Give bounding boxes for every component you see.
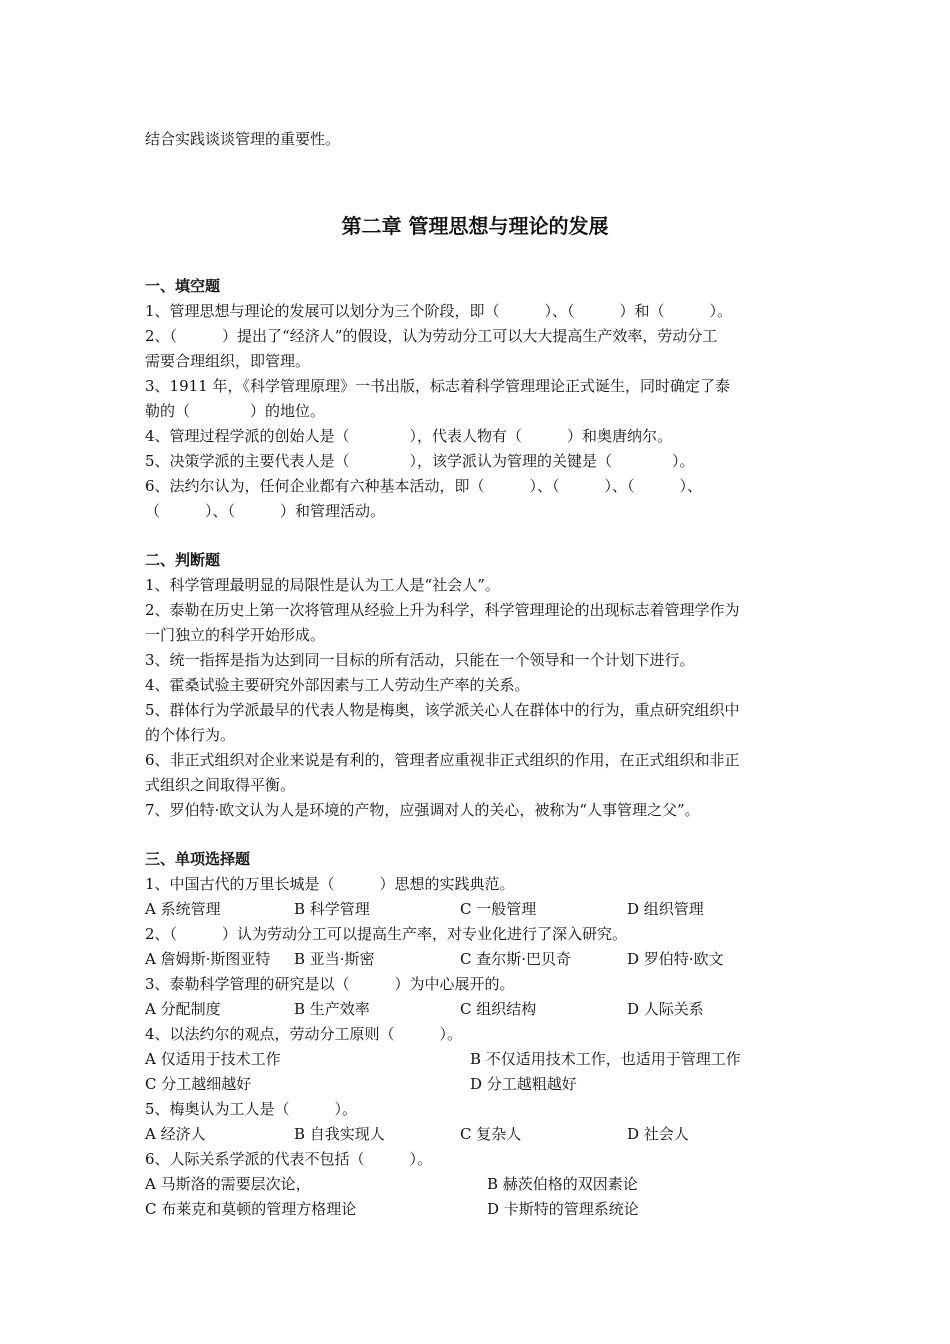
fill-blank-line: 6、法约尔认为，任何企业都有六种基本活动，即（ ）、（ ）、（ ）、 xyxy=(145,477,703,495)
option-b: B 亚当·斯密 xyxy=(294,950,375,968)
option-a: A 分配制度 xyxy=(145,1000,221,1018)
true-false-line: 一门独立的科学开始形成。 xyxy=(145,626,326,644)
true-false-heading: 二、判断题 xyxy=(145,551,221,569)
option-d: D 人际关系 xyxy=(627,1000,704,1018)
option-b: B 生产效率 xyxy=(294,1000,370,1018)
fill-blank-line: 2、（ ）提出了“经济人”的假设，认为劳动分工可以大大提高生产效率，劳动分工 xyxy=(145,327,718,345)
option-a: A 马斯洛的需要层次论， xyxy=(145,1175,311,1193)
true-false-line: 5、群体行为学派最早的代表人物是梅奥，该学派关心人在群体中的行为，重点研究组织中 xyxy=(145,701,740,719)
option-c: C 组织结构 xyxy=(460,1000,537,1018)
option-d: D 罗伯特·欧文 xyxy=(627,950,724,968)
true-false-line: 的个体行为。 xyxy=(145,726,236,744)
option-d: D 组织管理 xyxy=(627,900,704,918)
option-c: C 分工越细越好 xyxy=(145,1075,252,1093)
fill-blank-heading: 一、填空题 xyxy=(145,277,221,295)
option-a: A 经济人 xyxy=(145,1125,206,1143)
option-a: A 系统管理 xyxy=(145,900,221,918)
true-false-line: 式组织之间取得平衡。 xyxy=(145,776,296,794)
question-text: 6、人际关系学派的代表不包括（ ）。 xyxy=(145,1150,433,1168)
question-options xyxy=(145,1197,815,1222)
question-options xyxy=(145,897,815,922)
question-options xyxy=(145,1072,815,1097)
true-false-line: 6、非正式组织对企业来说是有利的，管理者应重视非正式组织的作用，在正式组织和非正 xyxy=(145,751,740,769)
fill-blank-line: 5、决策学派的主要代表人是（ ），该学派认为管理的关键是（ ）。 xyxy=(145,452,695,470)
fill-blank-line: 勒的（ ）的地位。 xyxy=(145,402,326,420)
option-d: D 分工越粗越好 xyxy=(470,1075,577,1093)
option-c: C 一般管理 xyxy=(460,900,537,918)
option-d: D 社会人 xyxy=(627,1125,689,1143)
fill-blank-line: 1、管理思想与理论的发展可以划分为三个阶段，即（ ）、（ ）和（ ）。 xyxy=(145,302,733,320)
question-options xyxy=(145,1122,815,1147)
question-options xyxy=(145,1172,815,1197)
question-text: 2、（ ）认为劳动分工可以提高生产率，对专业化进行了深入研究。 xyxy=(145,925,628,943)
question-text: 5、梅奥认为工人是（ ）。 xyxy=(145,1100,358,1118)
true-false-line: 2、泰勒在历史上第一次将管理从经验上升为科学，科学管理理论的出现标志着管理学作为 xyxy=(145,601,740,619)
option-b: B 赫茨伯格的双因素论 xyxy=(487,1175,638,1193)
intro-line: 结合实践谈谈管理的重要性。 xyxy=(145,130,341,148)
fill-blank-section xyxy=(145,274,815,524)
question-text: 4、以法约尔的观点，劳动分工原则（ ）。 xyxy=(145,1025,463,1043)
fill-blank-line: 4、管理过程学派的创始人是（ ），代表人物有（ ）和奥唐纳尔。 xyxy=(145,427,673,445)
true-false-line: 7、罗伯特·欧文认为人是环境的产物，应强调对人的关心，被称为“人事管理之父”。 xyxy=(145,801,700,819)
multiple-choice-heading: 三、单项选择题 xyxy=(145,850,251,868)
multiple-choice-section xyxy=(145,847,815,1222)
option-d: D 卡斯特的管理系统论 xyxy=(487,1200,639,1218)
question-options xyxy=(145,997,815,1022)
question-text: 3、泰勒科学管理的研究是以（ ）为中心展开的。 xyxy=(145,975,515,993)
fill-blank-line: 需要合理组织，即管理。 xyxy=(145,352,311,370)
true-false-line: 3、统一指挥是指为达到同一目标的所有活动，只能在一个领导和一个计划下进行。 xyxy=(145,651,695,669)
option-a: A 仅适用于技术工作 xyxy=(145,1050,281,1068)
question-text: 1、中国古代的万里长城是（ ）思想的实践典范。 xyxy=(145,875,515,893)
true-false-line: 4、霍桑试验主要研究外部因素与工人劳动生产率的关系。 xyxy=(145,676,530,694)
option-b: B 科学管理 xyxy=(294,900,370,918)
option-c: C 查尔斯·巴贝奇 xyxy=(460,950,572,968)
fill-blank-line: 3、1911 年，《科学管理原理》一书出版，标志着科学管理理论正式诞生，同时确定了泰 xyxy=(145,377,730,395)
option-a: A 詹姆斯·斯图亚特 xyxy=(145,950,271,968)
question-options xyxy=(145,947,815,972)
option-c: C 布莱克和莫顿的管理方格理论 xyxy=(145,1200,357,1218)
true-false-section xyxy=(145,548,815,823)
option-b: B 自我实现人 xyxy=(294,1125,385,1143)
question-options xyxy=(145,1047,815,1072)
true-false-line: 1、科学管理最明显的局限性是认为工人是“社会人”。 xyxy=(145,576,500,594)
option-c: C 复杂人 xyxy=(460,1125,522,1143)
fill-blank-line: （ ）、（ ）和管理活动。 xyxy=(145,502,386,520)
chapter-title: 第二章 管理思想与理论的发展 xyxy=(341,214,609,238)
option-b: B 不仅适用技术工作，也适用于管理工作 xyxy=(470,1050,741,1068)
